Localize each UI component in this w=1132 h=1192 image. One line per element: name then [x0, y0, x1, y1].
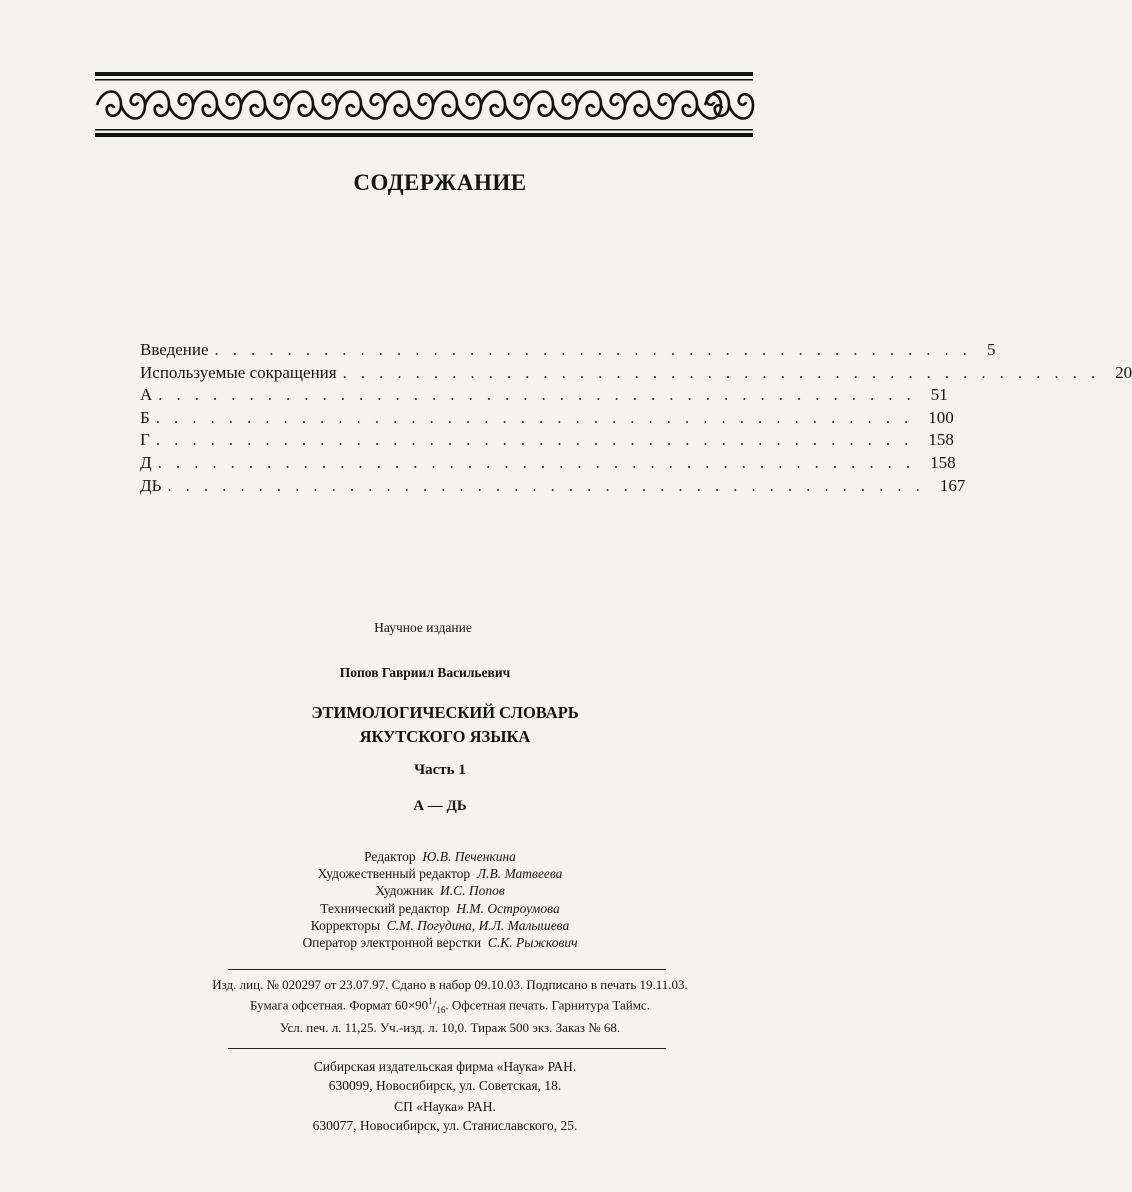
imprint-line: Бумага офсетная. Формат $60\times 90^1/_{16}$. Офсетная печать. Гарнитура Таймс.	[250, 996, 650, 1016]
credit-line: Корректоры С.М. Погудина, И.Л. Малышева	[310, 917, 570, 933]
divider	[228, 969, 666, 970]
credit-line: Оператор электронной верстки С.К. Рыжкович	[302, 935, 578, 951]
letter-range: А — ДЬ	[413, 798, 467, 814]
printer-name: СП «Наука» РАН.	[394, 1099, 496, 1114]
edition-type: Научное издание	[374, 620, 472, 635]
toc-entry[interactable]	[140, 407, 954, 431]
toc-label: Г	[140, 430, 150, 450]
toc-label: ДЬ	[140, 475, 162, 495]
leader-dots: ..........................................	[158, 385, 925, 405]
contents-heading: СОДЕРЖАНИЕ	[353, 170, 527, 195]
leader-dots: ..........................................	[155, 430, 923, 450]
toc-entry[interactable]	[140, 385, 948, 408]
toc-entry[interactable]	[140, 362, 1132, 386]
publisher-info	[200, 1057, 690, 1135]
toc-label: А	[140, 385, 153, 405]
publisher-name: Сибирская издательская фирма «Наука» РАН.	[313, 1059, 577, 1074]
credit-line: Художник И.С. Попов	[375, 883, 505, 899]
part-number: Часть 1	[414, 762, 466, 778]
imprint-line: Изд. лиц. № 020297 от 23.07.97. Сдано в набор 09.10.03. Подписано в печать 19.11.03.	[212, 977, 688, 992]
publisher-address: 630099, Новосибирск, ул. Советская, 18.	[328, 1078, 562, 1093]
toc-page: 5	[987, 340, 996, 359]
table-of-contents	[140, 340, 1132, 498]
credits	[200, 848, 680, 951]
decorative-ornament-band	[95, 72, 753, 138]
toc-label: Используемые сокращения	[140, 362, 337, 382]
toc-entry[interactable]	[140, 475, 966, 499]
leader-dots: ..........................................	[214, 340, 982, 359]
toc-label: Б	[140, 407, 150, 427]
leader-dots: ..........................................	[342, 362, 1110, 382]
toc-entry[interactable]	[140, 452, 956, 476]
toc-page: 158	[930, 452, 956, 472]
credit-line: Технический редактор Н.М. Остроумова	[320, 900, 560, 916]
book-title-line1: ЭТИМОЛОГИЧЕСКИЙ СЛОВАРЬ	[311, 703, 579, 722]
credit-line: Художественный редактор Л.В. Матвеева	[317, 866, 563, 882]
toc-page: 20	[1115, 362, 1132, 382]
toc-entry[interactable]	[140, 340, 996, 363]
toc-label: Введение	[140, 340, 209, 359]
imprint-line: Усл. печ. л. 11,25. Уч.-изд. л. 10,0. Тираж 500 экз. Заказ № 68.	[279, 1020, 621, 1036]
author-name: Попов Гавриил Васильевич	[339, 665, 511, 680]
leader-dots: ..........................................	[157, 452, 925, 472]
divider	[228, 1048, 666, 1049]
toc-entry[interactable]	[140, 430, 954, 453]
credit-line: Редактор Ю.В. Печенкина	[364, 849, 516, 864]
toc-label: Д	[140, 452, 152, 472]
printer-address: 630077, Новосибирск, ул. Станиславского, 25.	[312, 1118, 578, 1133]
toc-page: 158	[928, 430, 954, 450]
book-title-line2: ЯКУТСКОГО ЯЗЫКА	[359, 727, 531, 746]
leader-dots: ..........................................	[155, 407, 923, 427]
leader-dots: ..........................................	[167, 475, 934, 495]
toc-page: 51	[930, 385, 948, 405]
toc-page: 167	[939, 475, 966, 495]
toc-page: 100	[928, 407, 954, 427]
imprint	[140, 976, 760, 1037]
